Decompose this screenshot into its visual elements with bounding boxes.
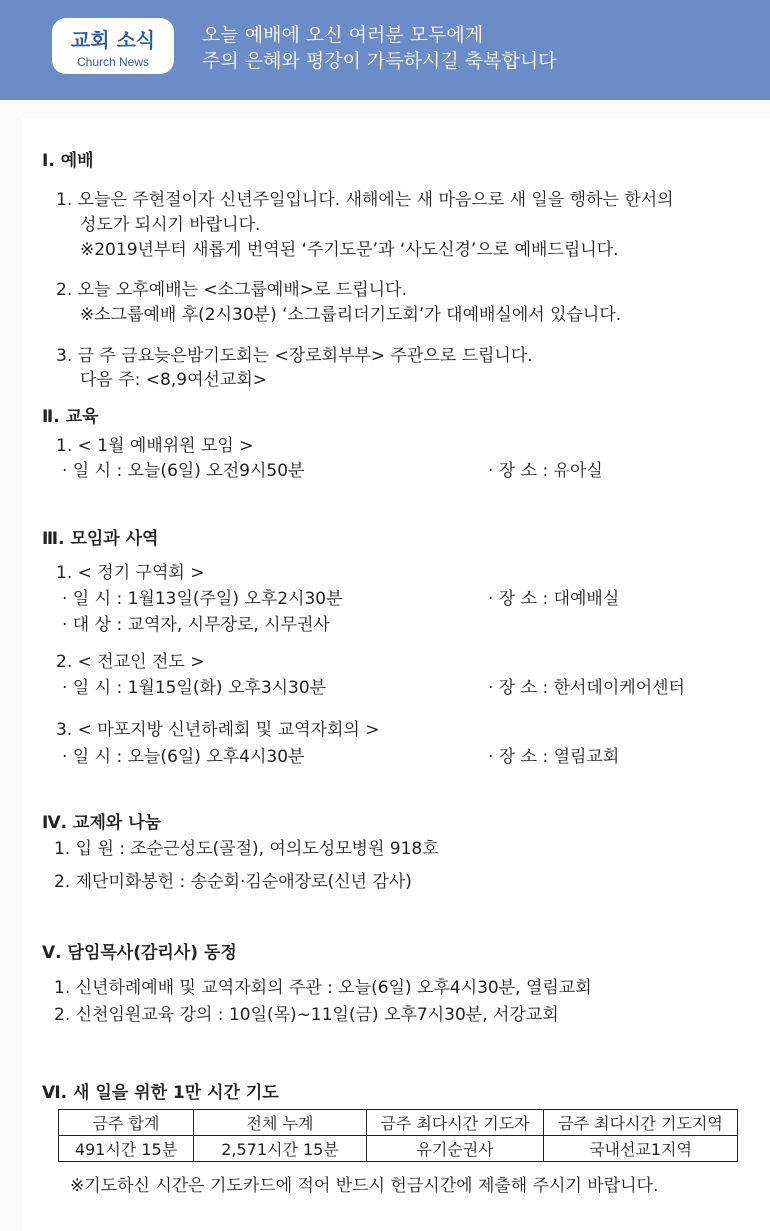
worship-item-1: 1. 오늘은 주현절이자 신년주일입니다. 새해에는 새 마음으로 새 일을 행하는 한서의 (56, 190, 674, 210)
value-cumulative-total: 2,571시간 15분 (194, 1136, 367, 1162)
greeting (202, 22, 557, 74)
meetings-item-1-target: · 대 상 : 교역자, 시무장로, 시무권사 (62, 615, 330, 635)
meetings-item-1-date: · 일 시 : 1월13일(주일) 오후2시30분 (62, 589, 343, 609)
meetings-item-1-place: · 장 소 : 대예배실 (488, 589, 620, 609)
value-top-region: 국내선교1지역 (544, 1136, 738, 1162)
section-worship-title: Ⅰ. 예배 (42, 151, 94, 171)
header-banner (0, 0, 770, 100)
education-item-1-date: · 일 시 : 오늘(6일) 오전9시50분 (62, 461, 305, 481)
meetings-item-3-place: · 장 소 : 열림교회 (488, 747, 620, 767)
meetings-item-1: 1. < 정기 구역회 > (56, 563, 205, 583)
badge-title-en: Church News (76, 55, 150, 69)
church-news-badge (52, 18, 174, 74)
worship-item-2-note: ※소그룹예배 후(2시30분) ‘소그룹리더기도회’가 대예배실에서 있습니다. (80, 305, 622, 325)
header-top-region: 금주 최다시간 기도지역 (544, 1110, 738, 1136)
meetings-item-2: 2. < 전교인 전도 > (56, 652, 205, 672)
pastor-item-1: 1. 신년하례예배 및 교역자회의 주관 : 오늘(6일) 오후4시30분, 열림교회 (54, 978, 592, 998)
value-top-prayer: 유기순권사 (367, 1136, 544, 1162)
education-item-1: 1. < 1월 예배위원 모임 > (56, 436, 254, 456)
section-meetings-title: Ⅲ. 모임과 사역 (42, 529, 159, 549)
education-item-1-place: · 장 소 : 유아실 (488, 461, 603, 481)
pastor-item-2: 2. 신천임원교육 강의 : 10일(목)~11일(금) 오후7시30분, 서강교회 (54, 1005, 559, 1025)
badge-title-ko: 교회 소식 (70, 28, 156, 52)
section-education-title: Ⅱ. 교육 (42, 407, 99, 427)
prayer-hours-table (58, 1109, 738, 1162)
prayer-table-value-row (59, 1136, 738, 1162)
greeting-line-1: 오늘 예배에 오신 여러분 모두에게 (202, 24, 484, 46)
worship-item-3-next: 다음 주: <8,9여선교회> (80, 370, 268, 390)
prayer-table-header-row (59, 1110, 738, 1136)
meetings-item-3-date: · 일 시 : 오늘(6일) 오후4시30분 (62, 747, 305, 767)
meetings-item-2-place: · 장 소 : 한서데이케어센터 (488, 678, 685, 698)
worship-item-1-cont: 성도가 되시기 바랍니다. (80, 215, 261, 235)
prayer-note: ※기도하신 시간은 기도카드에 적어 반드시 헌금시간에 제출해 주시기 바랍니다. (70, 1176, 659, 1196)
section-fellowship-title: Ⅳ. 교제와 나눔 (42, 813, 162, 833)
fellowship-item-1: 1. 입 원 : 조순근성도(골절), 여의도성모병원 918호 (54, 839, 439, 859)
value-weekly-total: 491시간 15분 (59, 1136, 194, 1162)
worship-item-1-note: ※2019년부터 새롭게 번역된 ‘주기도문’과 ‘사도신경’으로 예배드립니다. (80, 240, 619, 260)
header-top-prayer: 금주 최다시간 기도자 (367, 1110, 544, 1136)
header-cumulative-total: 전체 누계 (194, 1110, 367, 1136)
worship-item-2: 2. 오늘 오후예배는 <소그룹예배>로 드립니다. (56, 280, 407, 300)
fellowship-item-2: 2. 제단미화봉헌 : 송순회·김순애장로(신년 감사) (54, 872, 412, 892)
greeting-line-2: 주의 은혜와 평강이 가득하시길 축복합니다 (202, 50, 557, 72)
meetings-item-3: 3. < 마포지방 신년하례회 및 교역자회의 > (56, 720, 380, 740)
section-prayer-title: Ⅵ. 새 일을 위한 1만 시간 기도 (42, 1083, 279, 1103)
section-pastor-title: Ⅴ. 담임목사(감리사) 동정 (42, 943, 237, 963)
meetings-item-2-date: · 일 시 : 1월15일(화) 오후3시30분 (62, 678, 327, 698)
worship-item-3: 3. 금 주 금요늦은밤기도회는 <장로회부부> 주관으로 드립니다. (56, 346, 533, 366)
header-weekly-total: 금주 합계 (59, 1110, 194, 1136)
